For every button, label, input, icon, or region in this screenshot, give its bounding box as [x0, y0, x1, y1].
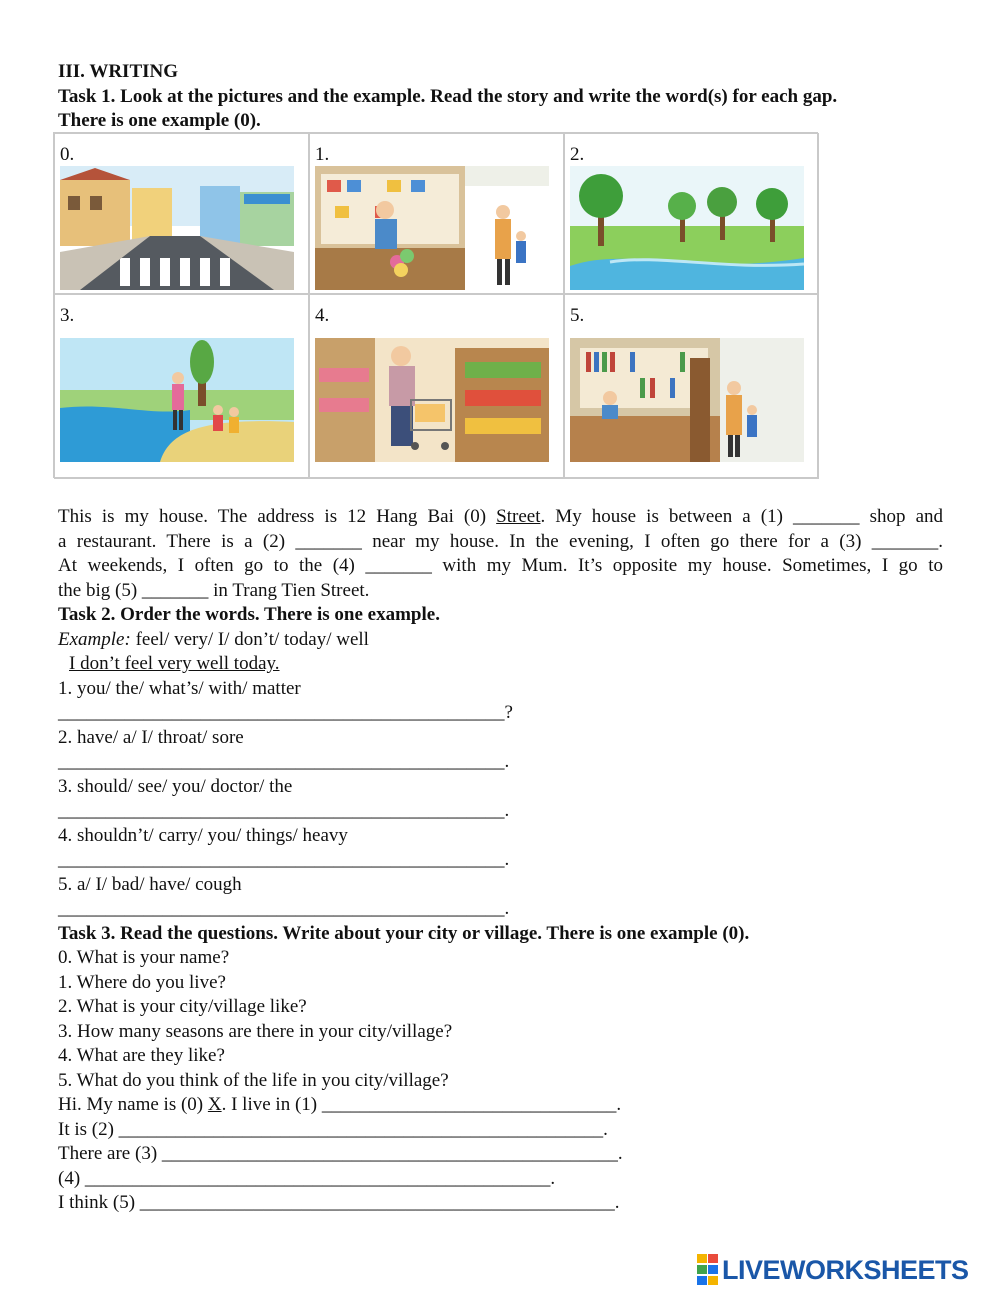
task2-answer-line-3[interactable]: _______________________________________________.: [58, 800, 510, 821]
task2-answer-line-1[interactable]: _______________________________________________?: [58, 702, 513, 723]
liveworksheets-logo[interactable]: [697, 1255, 997, 1285]
task1-heading: Task 1. Look at the pictures and the example. Read the story and write the word(s) for each gap.: [58, 85, 838, 107]
park-river-image: [570, 166, 804, 290]
task3-answer-5[interactable]: I think (5) __________________________________________________.: [58, 1192, 620, 1213]
street-scene-image: [60, 166, 294, 290]
task2-heading: Task 2. Order the words. There is one example.: [58, 604, 440, 625]
logo-text: LIVEWORKSHEETS: [722, 1254, 969, 1285]
task2-prompt-1: 1. you/ the/ what’s/ with/ matter: [58, 677, 301, 699]
toy-shop-image: [315, 166, 549, 290]
section-title: III. WRITING: [58, 61, 179, 82]
worksheet: [58, 60, 943, 134]
story-line-3: At weekends, I often go to the (4) _______ with my Mum. It’s opposite my house. Sometimes, I go to: [58, 555, 943, 576]
supermarket-image: [315, 338, 549, 462]
task2-example: Example: feel/ very/ I/ don’t/ today/ well: [58, 628, 369, 650]
task2-prompt-3: 3. should/ see/ you/ doctor/ the: [58, 775, 293, 797]
task3-question-4: 4. What are they like?: [58, 1045, 225, 1066]
task2-answer-line-4[interactable]: _______________________________________________.: [58, 849, 510, 870]
task3-answer-4[interactable]: (4) _________________________________________________.: [58, 1167, 556, 1189]
task2-answer-line-2[interactable]: _______________________________________________.: [58, 751, 510, 772]
task3-answer-2[interactable]: It is (2) ___________________________________________________.: [58, 1118, 608, 1140]
picture-cell-4: 4.: [309, 294, 564, 479]
riverside-walk-image: [60, 338, 294, 462]
task2-answer-line-5[interactable]: _______________________________________________.: [58, 898, 510, 919]
task1-heading-2: There is one example (0).: [58, 110, 261, 131]
task2-prompt-2: 2. have/ a/ I/ throat/ sore: [58, 726, 244, 748]
task3-answer-3[interactable]: There are (3) ________________________________________________.: [58, 1143, 623, 1164]
task2-prompt-5: 5. a/ I/ bad/ have/ cough: [58, 873, 242, 895]
example-answer-street: Street: [496, 506, 541, 527]
task3-question-1: 1. Where do you live?: [58, 971, 226, 993]
task3-question-2: 2. What is your city/village like?: [58, 996, 307, 1017]
liveworksheets-logo-icon: [697, 1254, 718, 1286]
task3-question-0: 0. What is your name?: [58, 947, 230, 968]
task1-story: [58, 505, 943, 1216]
picture-cell-5: 5.: [564, 294, 819, 479]
picture-cell-1: 1.: [309, 133, 564, 294]
bookshop-image: [570, 338, 804, 462]
task3-question-3: 3. How many seasons are there in your city/village?: [58, 1020, 453, 1042]
story-line-1: This is my house. The address is 12 Hang Bai (0) Street. My house is between a (1) _______ shop and: [58, 506, 943, 527]
picture-grid: [53, 132, 818, 478]
example-answer-x: X: [207, 1094, 222, 1115]
task2-prompt-4: 4. shouldn’t/ carry/ you/ things/ heavy: [58, 824, 348, 846]
task3-question-5: 5. What do you think of the life in you city/village?: [58, 1069, 449, 1091]
task2-example-answer: I don’t feel very well today.: [69, 653, 280, 674]
task3-heading: Task 3. Read the questions. Write about your city or village. There is one example (0).: [58, 922, 750, 944]
picture-cell-0: 0.: [54, 133, 309, 294]
story-line-2: a restaurant. There is a (2) _______ near my house. In the evening, I often go there for a (3) _______.: [58, 530, 943, 552]
picture-cell-2: 2.: [564, 133, 819, 294]
task3-answer-1[interactable]: Hi. My name is (0) X. I live in (1) _______________________________.: [58, 1094, 622, 1115]
picture-cell-3: 3.: [54, 294, 309, 479]
story-line-4: the big (5) _______ in Trang Tien Street.: [58, 579, 370, 601]
